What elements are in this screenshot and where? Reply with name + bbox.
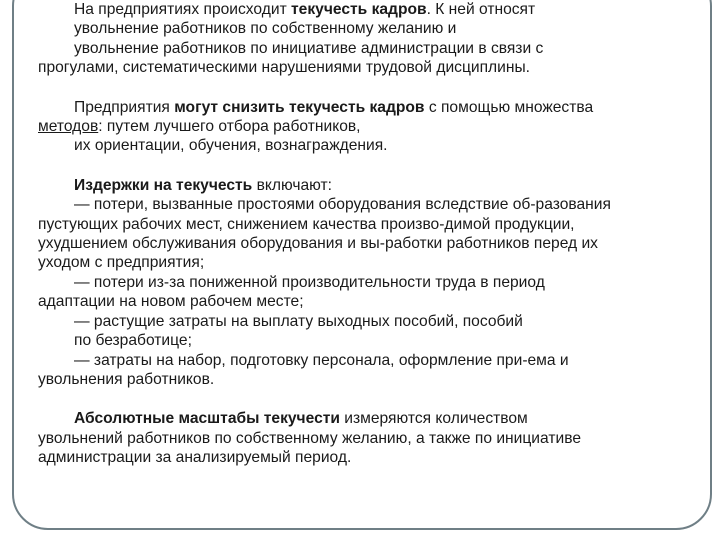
p3-line7: адаптации на новом рабочем месте; [38, 293, 304, 311]
p1-text-c: . К ней относят [426, 1, 536, 18]
p1-line3: увольнение работников по инициативе администрации в связи с [74, 39, 544, 57]
p3-line1 [38, 176, 706, 195]
p3-text-b: включают: [252, 176, 332, 194]
p4-term: Абсолютные масштабы текучести [74, 410, 340, 428]
p3-line4: ухудшением обслуживания оборудования и вы-работки работников перед их [38, 235, 598, 253]
p2-methods: методов [38, 118, 99, 136]
p2-term: могут снизить текучесть кадров [174, 98, 425, 116]
p3-line10: — затраты на набор, подготовку персонала, оформление при-ема и [74, 351, 569, 369]
p2-text-e: : путем лучшего отбора работников, [98, 118, 361, 136]
p2-line2 [38, 117, 706, 136]
p1-line4: прогулами, систематическими нарушениями трудовой дисциплины. [38, 59, 530, 77]
p3-term: Издержки на текучесть [74, 176, 253, 194]
p1-text-a: На предприятиях происходит [74, 1, 292, 18]
p3-line2: — потери, вызванные простоями оборудования вследствие об-разования [74, 196, 611, 214]
p3-line5: уходом с предприятия; [38, 254, 205, 272]
p2-text-a: Предприятия [74, 98, 175, 116]
p4-line2: увольнений работников по собственному желанию, а также по инициативе [38, 429, 581, 447]
p3-line11: увольнения работников. [38, 370, 215, 388]
p3-line3: пустующих рабочих мест, снижением качества произво-димой продукции, [38, 215, 575, 233]
p3-line6: — потери из-за пониженной производительности труда в период [74, 273, 545, 291]
p1-term: текучесть кадров [291, 1, 427, 18]
p4-line3: администрации за анализируемый период. [38, 449, 352, 467]
p2-text-c: с помощью множества [424, 98, 594, 116]
p2-line1 [38, 98, 706, 117]
p3-line9: по безработице; [74, 332, 192, 350]
p2-line3: их ориентации, обучения, вознаграждения. [74, 137, 388, 155]
p4-line1 [38, 409, 706, 428]
p1-line2: увольнение работников по собственному желанию и [74, 20, 457, 38]
slide-text [38, 0, 706, 468]
p3-line8: — растущие затраты на выплату выходных пособий, пособий [74, 312, 523, 330]
p4-text-b: измеряются количеством [339, 410, 528, 428]
p1-line1 [38, 0, 706, 19]
